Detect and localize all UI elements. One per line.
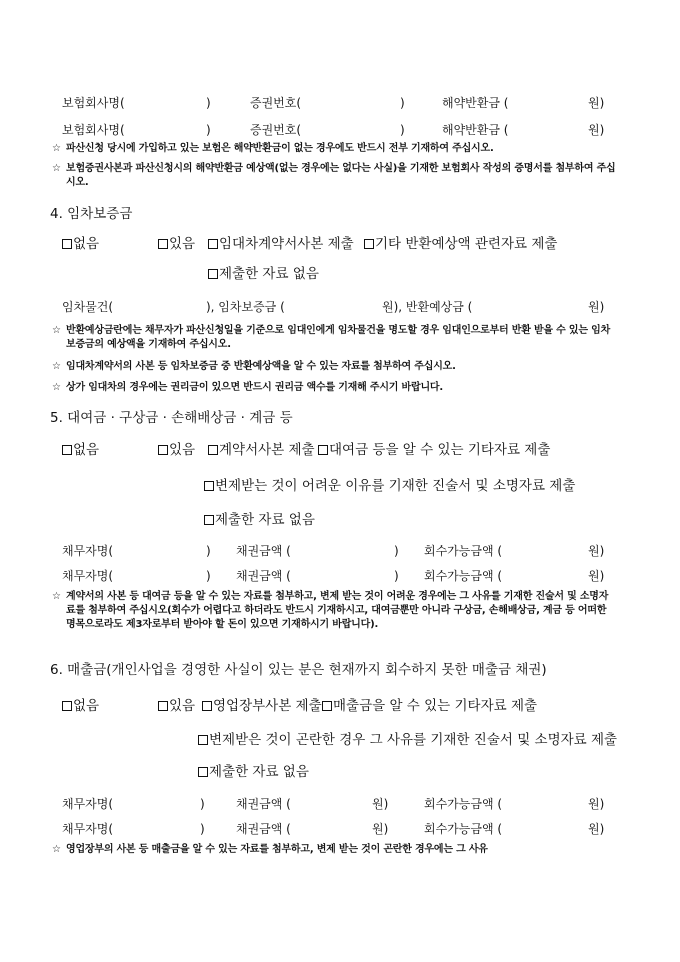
amount-label: 채권금액 (: [236, 569, 291, 583]
recover-unit: 원): [588, 822, 605, 836]
star-icon: ☆: [52, 844, 61, 855]
option-other-docs[interactable]: 기타 반환예상액 관련자료 제출: [364, 236, 557, 252]
note: [52, 843, 617, 857]
lease-item-label: 임차물건(: [62, 300, 114, 314]
option-none[interactable]: 없음: [62, 236, 99, 252]
amount-unit: 원): [372, 797, 389, 811]
debtor-label: 채무자명(: [62, 544, 114, 558]
option-no-docs[interactable]: 제출한 자료 없음: [198, 764, 309, 780]
note: [52, 590, 617, 632]
option-yes[interactable]: 있음: [158, 698, 195, 714]
checkbox-icon[interactable]: [364, 239, 374, 249]
option-statement[interactable]: 변제받는 것이 어려운 이유를 기재한 진술서 및 소명자료 제출: [204, 478, 575, 494]
recover-unit: 원): [588, 797, 605, 811]
checkbox-icon[interactable]: [198, 767, 208, 777]
debtor-label: 채무자명(: [62, 569, 114, 583]
star-icon: ☆: [52, 143, 61, 154]
debtor-close: ): [200, 822, 205, 836]
note: [52, 360, 617, 374]
recover-label: 회수가능금액 (: [424, 544, 503, 558]
amount-label: 채권금액 (: [236, 822, 291, 836]
lease-unit: 원): [588, 300, 605, 314]
policy-close: ): [400, 96, 405, 110]
amount-label: 채권금액 (: [236, 544, 291, 558]
policy-label: 증권번호(: [250, 96, 302, 110]
option-lease-copy[interactable]: 임대차계약서사본 제출: [208, 236, 354, 252]
option-none[interactable]: 없음: [62, 698, 99, 714]
option-yes[interactable]: 있음: [158, 442, 195, 458]
note-text: 계약서의 사본 등 대여금 등을 알 수 있는 자료를 첨부하고, 변제 받는 것이 어려운 경우에는 그 사유를 기재한 진술서 및 소명자료를 첨부하여 주십시오(회수가 어렵다고 하더라도 반드시 기재하시고, 대여금뿐만 아니라 구상금, 손해배상금, 계금 등 어떠한 명목으로라도 제3자로부터 받아야 할 돈이 있으면 기재하시기 바랍니다).: [66, 591, 609, 630]
option-other-docs[interactable]: 대여금 등을 알 수 있는 기타자료 제출: [318, 442, 550, 458]
star-icon: ☆: [52, 163, 61, 174]
company-label: 보험회사명(: [62, 123, 125, 137]
star-icon: ☆: [52, 361, 61, 372]
debtor-close: ): [200, 797, 205, 811]
option-ledger-copy[interactable]: 영업장부사본 제출: [202, 698, 322, 714]
checkbox-icon[interactable]: [208, 445, 218, 455]
recover-label: 회수가능금액 (: [424, 822, 503, 836]
debtor-label: 채무자명(: [62, 797, 114, 811]
option-no-docs[interactable]: 제출한 자료 없음: [208, 266, 319, 282]
refund-unit: 원): [588, 96, 605, 110]
recover-unit: 원): [588, 544, 605, 558]
note: [52, 381, 617, 395]
amount-close: ): [394, 569, 399, 583]
note-text: 반환예상금란에는 채무자가 파산신청일을 기준으로 임대인에게 임차물건을 명도할 경우 임대인으로부터 반환 받을 수 있는 임차보증금의 예상액을 기재하여 주십시오.: [66, 325, 611, 350]
checkbox-icon[interactable]: [318, 445, 328, 455]
section-title: 4. 임차보증금: [50, 206, 133, 222]
option-other-docs[interactable]: 매출금을 알 수 있는 기타자료 제출: [322, 698, 537, 714]
checkbox-icon[interactable]: [62, 445, 72, 455]
recover-label: 회수가능금액 (: [424, 797, 503, 811]
refund-unit: 원): [588, 123, 605, 137]
amount-close: ): [394, 544, 399, 558]
checkbox-icon[interactable]: [198, 735, 208, 745]
note-text: 영업장부의 사본 등 매출금을 알 수 있는 자료를 첨부하고, 변제 받는 것이 곤란한 경우에는 그 사유: [66, 844, 488, 855]
star-icon: ☆: [52, 382, 61, 393]
lease-return-label: 원), 반환예상금 (: [382, 300, 473, 314]
policy-label: 증권번호(: [250, 123, 302, 137]
checkbox-icon[interactable]: [204, 481, 214, 491]
refund-label: 해약반환금 (: [442, 123, 509, 137]
checkbox-icon[interactable]: [62, 239, 72, 249]
policy-close: ): [400, 123, 405, 137]
checkbox-icon[interactable]: [204, 515, 214, 525]
checkbox-icon[interactable]: [208, 239, 218, 249]
lease-deposit-label: ), 임차보증금 (: [206, 300, 285, 314]
option-no-docs[interactable]: 제출한 자료 없음: [204, 512, 315, 528]
note: [52, 162, 617, 190]
checkbox-icon[interactable]: [158, 239, 168, 249]
debtor-close: ): [206, 569, 211, 583]
star-icon: ☆: [52, 325, 61, 336]
checkbox-icon[interactable]: [158, 701, 168, 711]
checkbox-icon[interactable]: [322, 701, 332, 711]
section-title: 6. 매출금(개인사업을 경영한 사실이 있는 분은 현재까지 회수하지 못한 매출금 채권): [50, 662, 547, 678]
amount-unit: 원): [372, 822, 389, 836]
refund-label: 해약반환금 (: [442, 96, 509, 110]
note-text: 임대차계약서의 사본 등 임차보증금 중 반환예상액을 알 수 있는 자료를 첨부하여 주십시오.: [66, 361, 456, 372]
recover-label: 회수가능금액 (: [424, 569, 503, 583]
company-label: 보험회사명(: [62, 96, 125, 110]
star-icon: ☆: [52, 591, 61, 602]
checkbox-icon[interactable]: [62, 701, 72, 711]
section-title: 5. 대여금 · 구상금 · 손해배상금 · 계금 등: [50, 410, 293, 426]
company-close: ): [206, 96, 211, 110]
option-yes[interactable]: 있음: [158, 236, 195, 252]
option-none[interactable]: 없음: [62, 442, 99, 458]
checkbox-icon[interactable]: [202, 701, 212, 711]
note: [52, 324, 617, 352]
option-contract-copy[interactable]: 계약서사본 제출: [208, 442, 315, 458]
debtor-label: 채무자명(: [62, 822, 114, 836]
note: [52, 142, 617, 156]
debtor-close: ): [206, 544, 211, 558]
option-statement[interactable]: 변제받은 것이 곤란한 경우 그 사유를 기재한 진술서 및 소명자료 제출: [198, 732, 617, 748]
company-close: ): [206, 123, 211, 137]
checkbox-icon[interactable]: [158, 445, 168, 455]
note-text: 파산신청 당시에 가입하고 있는 보험은 해약반환금이 없는 경우에도 반드시 전부 기재하여 주십시오.: [66, 143, 494, 154]
note-text: 상가 임대차의 경우에는 권리금이 있으면 반드시 권리금 액수를 기재해 주시기 바랍니다.: [66, 382, 443, 393]
amount-label: 채권금액 (: [236, 797, 291, 811]
recover-unit: 원): [588, 569, 605, 583]
note-text: 보험증권사본과 파산신청시의 해약반환금 예상액(없는 경우에는 없다는 사실)을 기재한 보험회사 작성의 증명서를 첨부하여 주십시오.: [66, 163, 616, 188]
checkbox-icon[interactable]: [208, 269, 218, 279]
